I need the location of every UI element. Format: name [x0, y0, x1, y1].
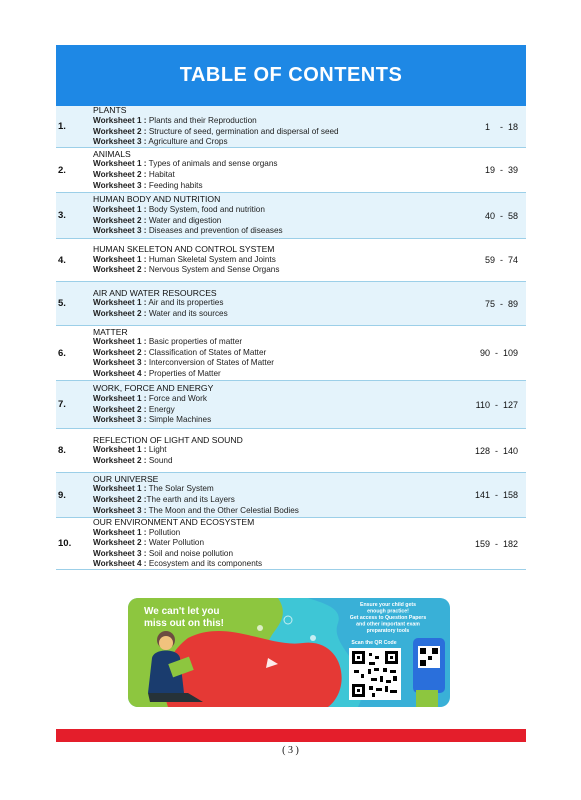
chapter-details [93, 288, 526, 320]
banner-graphic [128, 598, 450, 707]
worksheet-label: Worksheet 2 : [93, 265, 147, 275]
worksheet-label: Worksheet 3 : [93, 548, 147, 558]
page-range: 40 - 58 [484, 210, 518, 221]
worksheet-label: Worksheet 2 : [93, 347, 147, 357]
worksheet-label: Worksheet 3 : [93, 415, 147, 425]
chapter-number: 5. [58, 298, 66, 309]
page-range: 141 - 158 [474, 490, 518, 500]
worksheet-label: Worksheet 1 : [93, 115, 147, 125]
worksheet-item [93, 265, 526, 276]
chapter-title: WORK, FORCE AND ENERGY [93, 383, 214, 394]
worksheet-label: Worksheet 2 : [93, 215, 147, 225]
chapter-number: 10. [58, 538, 72, 549]
toc-row[interactable] [56, 381, 526, 429]
worksheet-label: Worksheet 2 : [93, 455, 147, 465]
worksheet-title: Force and Work [146, 393, 207, 403]
chapter-number: 7. [58, 399, 66, 410]
worksheet-label: Worksheet 1 : [93, 445, 147, 455]
worksheet-title: Habitat [146, 170, 175, 179]
worksheet-item [93, 405, 526, 416]
chapter-title: REFLECTION OF LIGHT AND SOUND [93, 434, 243, 445]
worksheet-label: Worksheet 1 : [93, 254, 147, 264]
worksheet-title: Energy [146, 404, 175, 414]
worksheet-item [93, 205, 526, 216]
worksheet-title: Body System, food and nutrition [146, 204, 265, 214]
chapter-number: 2. [58, 164, 66, 176]
worksheet-label: Worksheet 1 : [93, 159, 147, 169]
worksheet-item [93, 559, 526, 570]
worksheet-title: Water and its sources [146, 308, 228, 318]
worksheet-item [93, 456, 526, 467]
page-number: ( 3 ) [282, 745, 299, 756]
page-range: 1 - 18 [484, 121, 518, 132]
toc-row[interactable] [56, 106, 526, 148]
worksheet-item [93, 506, 526, 517]
worksheet-item [93, 226, 526, 237]
worksheet-item [93, 159, 526, 170]
worksheet-item [93, 181, 526, 192]
worksheet-label: Worksheet 2 : [93, 170, 147, 179]
worksheet-title: Structure of seed, germination and dispersal of seed [146, 126, 339, 136]
worksheet-title: Light [146, 445, 167, 455]
banner-promo-line1: Ensure your child gets [360, 602, 416, 608]
chapter-title: MATTER [93, 326, 128, 337]
worksheet-label: Worksheet 4 : [93, 368, 147, 378]
worksheet-item [93, 348, 526, 359]
worksheet-title: Basic properties of matter [146, 337, 243, 347]
worksheet-label: Worksheet 3 : [93, 226, 147, 236]
chapter-title: HUMAN BODY AND NUTRITION [93, 194, 221, 205]
chapter-details [93, 383, 526, 425]
worksheet-item [93, 484, 526, 495]
chapter-details [93, 517, 526, 570]
chapter-title: OUR ENVIRONMENT AND ECOSYSTEM [93, 517, 255, 528]
worksheet-title: Types of animals and sense organs [146, 159, 278, 169]
toc-row[interactable] [56, 193, 526, 239]
worksheet-title: Plants and their Reproduction [146, 115, 257, 125]
footer-red-bar [56, 729, 526, 742]
banner-promo-line4: and other important exam [356, 621, 420, 628]
chapter-title: PLANTS [93, 105, 127, 116]
worksheet-item [93, 116, 526, 127]
worksheet-item [93, 337, 526, 348]
worksheet-label: Worksheet 3 : [93, 358, 147, 368]
worksheet-label: Worksheet 3 : [93, 180, 147, 190]
worksheet-item [93, 309, 526, 320]
chapter-number: 4. [58, 254, 66, 266]
banner-promo-line5: preparatory tools [366, 628, 410, 634]
worksheet-title: Human Skeletal System and Joints [146, 254, 276, 264]
worksheet-label: Worksheet 4 : [93, 559, 147, 569]
worksheet-label: Worksheet 2 : [93, 126, 147, 136]
worksheet-title: Water Pollution [146, 538, 205, 548]
worksheet-title: Classification of States of Matter [146, 347, 267, 357]
worksheet-item [93, 127, 526, 138]
worksheet-item [93, 528, 526, 539]
chapter-number: 1. [58, 121, 66, 132]
worksheet-title: Water and digestion [146, 215, 222, 225]
worksheet-title: The Solar System [146, 484, 214, 494]
worksheet-label: Worksheet 1 : [93, 337, 147, 347]
worksheet-title: Feeding habits [146, 180, 203, 190]
worksheet-item [93, 255, 526, 266]
worksheet-label: Worksheet 2 : [93, 538, 147, 548]
worksheet-item [93, 137, 526, 148]
chapter-number: 3. [58, 210, 66, 221]
page-title: TABLE OF CONTENTS [179, 64, 403, 86]
worksheet-title: Simple Machines [146, 415, 212, 425]
chapter-details [93, 105, 526, 147]
toc-row[interactable] [56, 429, 526, 473]
worksheet-item [93, 538, 526, 549]
promo-banner[interactable] [128, 598, 450, 707]
chapter-details [93, 244, 526, 276]
worksheet-label: Worksheet 1 : [93, 527, 147, 537]
worksheet-item [93, 549, 526, 560]
chapter-number: 6. [58, 347, 66, 359]
worksheet-title: The earth and its Layers [146, 495, 235, 504]
worksheet-label: Worksheet 1 : [93, 298, 147, 308]
banner-headline-line2: miss out on this! [144, 618, 224, 629]
worksheet-item [93, 358, 526, 369]
worksheet-item [93, 394, 526, 405]
toc-header [56, 45, 526, 106]
worksheet-title: Nervous System and Sense Organs [146, 265, 280, 275]
page-range: 59 - 74 [484, 255, 518, 265]
page-range: 19 - 39 [484, 165, 518, 175]
chapter-number: 9. [58, 489, 66, 501]
page-range: 128 - 140 [474, 445, 518, 456]
worksheet-label: Worksheet 1 : [93, 393, 147, 403]
worksheet-title: Agriculture and Crops [146, 137, 228, 147]
chapter-details [93, 435, 526, 467]
worksheet-title: Air and its properties [146, 298, 224, 308]
banner-promo-line3: Get access to Question Papers [349, 615, 427, 621]
worksheet-label: Worksheet 3 : [93, 137, 147, 147]
worksheet-item [93, 170, 526, 181]
qr-caption: Scan the QR Code [351, 640, 397, 646]
worksheet-title: The Moon and the Other Celestial Bodies [146, 505, 299, 515]
toc-row[interactable] [56, 326, 526, 381]
chapter-title: HUMAN SKELETON AND CONTROL SYSTEM [93, 244, 275, 255]
worksheet-label: Worksheet 2 : [93, 495, 147, 504]
toc-row[interactable] [56, 239, 526, 282]
worksheet-item [93, 415, 526, 426]
qr-code-icon[interactable] [349, 648, 401, 700]
chapter-title: ANIMALS [93, 148, 131, 159]
chapter-details [93, 474, 526, 516]
worksheet-title: Ecosystem and its components [146, 559, 263, 569]
worksheet-label: Worksheet 1 : [93, 484, 147, 494]
worksheet-label: Worksheet 3 : [93, 505, 147, 515]
worksheet-item [93, 495, 526, 506]
page-range: 159 - 182 [474, 538, 518, 549]
chapter-number: 8. [58, 445, 66, 456]
chapter-details [93, 327, 526, 380]
worksheet-title: Properties of Matter [146, 368, 221, 378]
worksheet-title: Sound [146, 455, 173, 465]
toc-row[interactable] [56, 282, 526, 326]
toc-row[interactable] [56, 518, 526, 570]
worksheet-title: Diseases and prevention of diseases [146, 226, 283, 236]
worksheet-label: Worksheet 1 : [93, 204, 147, 214]
toc-row[interactable] [56, 148, 526, 193]
worksheet-label: Worksheet 2 : [93, 404, 147, 414]
chapter-title: AIR AND WATER RESOURCES [93, 287, 217, 298]
toc-row[interactable] [56, 473, 526, 518]
page-range: 90 - 109 [479, 348, 518, 358]
worksheet-title: Soil and noise pollution [146, 548, 234, 558]
banner-promo-line2: enough practice! [367, 608, 409, 615]
chapter-details [93, 149, 526, 191]
chapter-title: OUR UNIVERSE [93, 473, 159, 484]
worksheet-item [93, 298, 526, 309]
page-range: 110 - 127 [475, 399, 518, 410]
worksheet-label: Worksheet 2 : [93, 308, 147, 318]
worksheet-title: Interconversion of States of Matter [146, 358, 274, 368]
worksheet-item [93, 216, 526, 227]
chapter-details [93, 194, 526, 236]
worksheet-item [93, 369, 526, 380]
banner-headline-line1: We can't let you [144, 606, 220, 617]
page-range: 75 - 89 [484, 298, 518, 309]
worksheet-item [93, 445, 526, 456]
toc-list [56, 106, 526, 570]
worksheet-title: Pollution [146, 527, 181, 537]
